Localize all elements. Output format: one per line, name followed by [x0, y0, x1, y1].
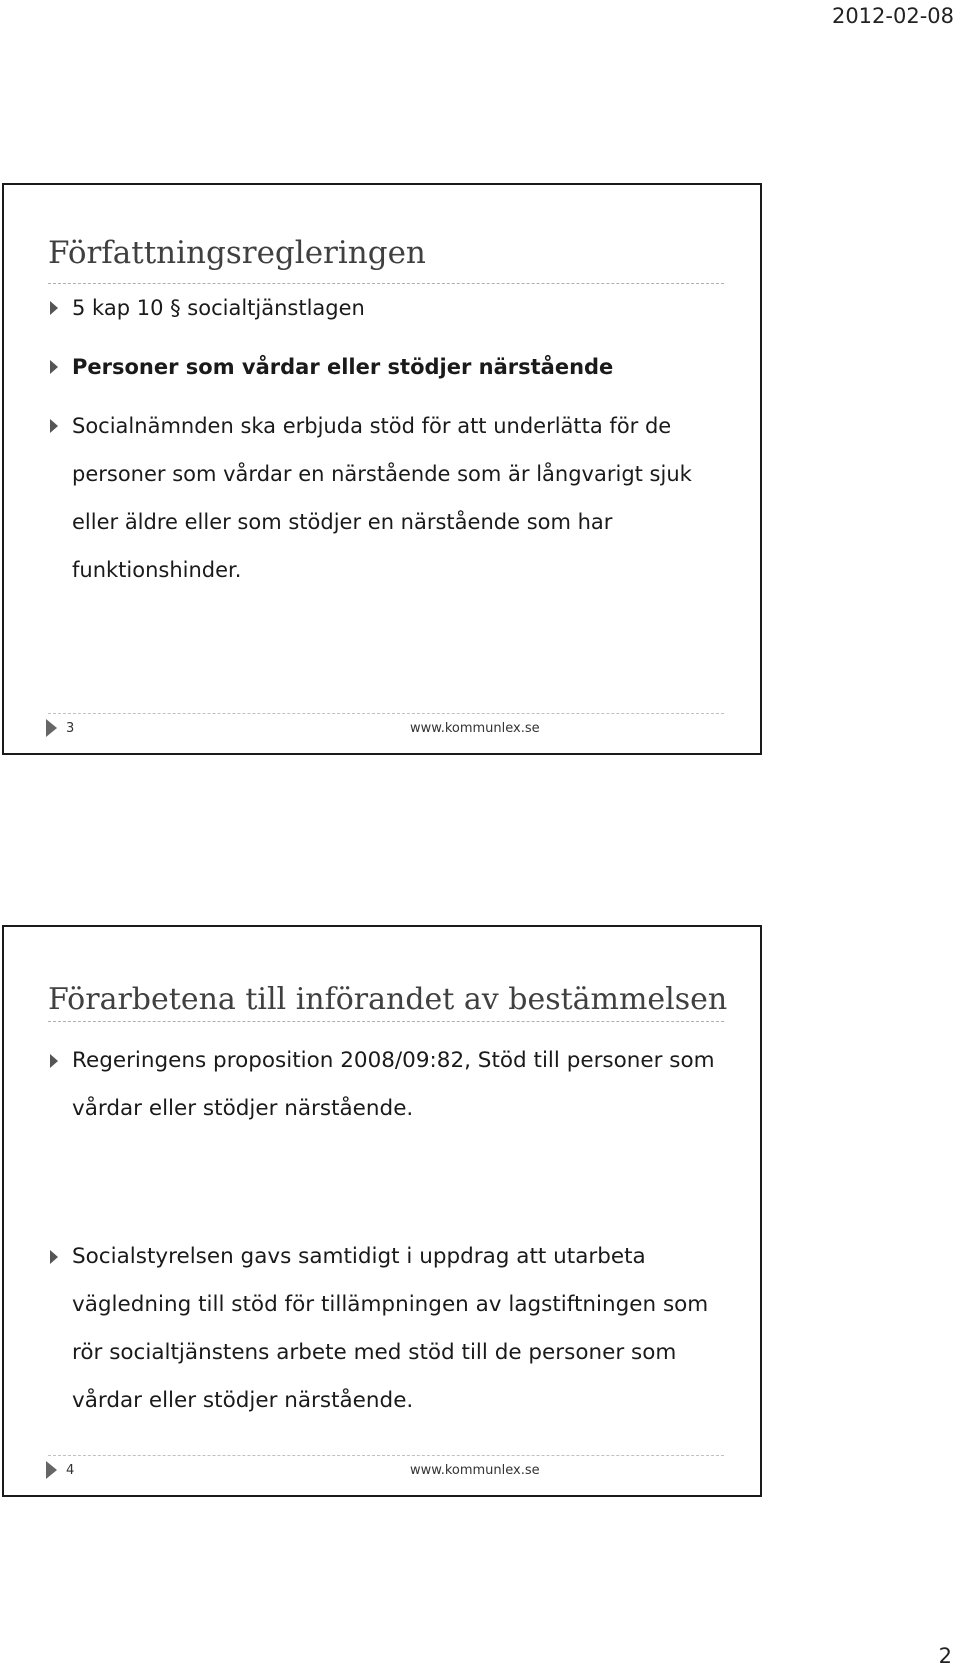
footer-arrow-icon — [46, 719, 57, 737]
bullet-arrow-icon — [50, 419, 58, 433]
bullet-text: Regeringens proposition 2008/09:82, Stöd till personer som vårdar eller stödjer närstående. — [72, 1048, 715, 1121]
footer-url: www.kommunlex.se — [410, 721, 540, 736]
bullet-item — [50, 402, 726, 594]
slide-4 — [2, 925, 762, 1497]
bullet-item — [50, 343, 726, 391]
footer-url: www.kommunlex.se — [410, 1463, 540, 1478]
slide-title: Förarbetena till införandet av bestämmelsen — [48, 982, 728, 1017]
bullet-text: Socialnämnden ska erbjuda stöd för att underlätta för de personer som vårdar en närstående som är långvarigt sjuk eller äldre eller som stödjer en närstående som har funktionshinder. — [72, 414, 692, 582]
page-date: 2012-02-08 — [831, 4, 954, 28]
footer-divider — [48, 713, 724, 714]
slide-title: Författningsregleringen — [48, 235, 426, 271]
title-divider — [48, 1021, 724, 1022]
bullet-text: Socialstyrelsen gavs samtidigt i uppdrag att utarbeta vägledning till stöd för tillämpningen av lagstiftningen som rör socialtjänstens arbete med stöd till de personer som vårdar eller stödjer närstående. — [72, 1244, 709, 1413]
bullet-text: Personer som vårdar eller stödjer närstående — [72, 355, 614, 379]
bullet-item — [50, 284, 726, 332]
bullet-arrow-icon — [50, 301, 58, 315]
bullet-arrow-icon — [50, 1250, 58, 1264]
slide-number: 4 — [66, 1463, 75, 1478]
bullet-item — [50, 1233, 726, 1425]
bullet-arrow-icon — [50, 360, 58, 374]
page-number: 2 — [938, 1644, 952, 1668]
slide-number: 3 — [66, 721, 75, 736]
bullet-text: 5 kap 10 § socialtjänstlagen — [72, 296, 365, 320]
bullet-item — [50, 1037, 726, 1133]
slide-3 — [2, 183, 762, 755]
footer-divider — [48, 1455, 724, 1456]
footer-arrow-icon — [46, 1461, 57, 1479]
bullet-arrow-icon — [50, 1054, 58, 1068]
